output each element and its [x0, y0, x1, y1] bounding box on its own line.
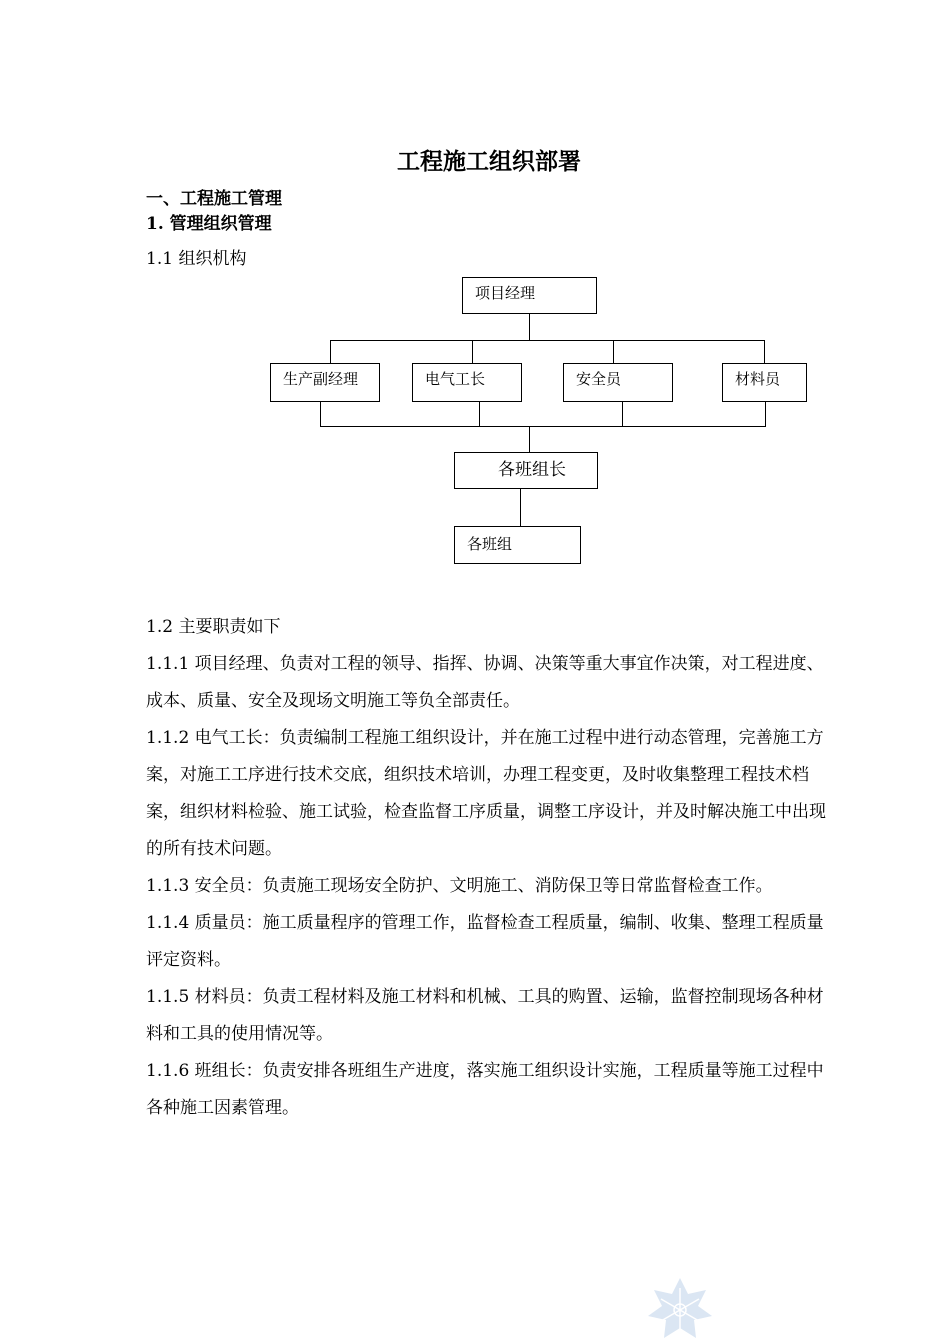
org-box-team-leaders: 各班组长: [454, 452, 598, 489]
duty-item: 1.1.3 安全员：负责施工现场安全防护、文明施工、消防保卫等日常监督检查工作。: [146, 876, 773, 896]
page-title: 工程施工组织部署: [397, 148, 581, 175]
connector-line: [479, 401, 480, 426]
section-heading: 一、工程施工管理: [146, 189, 282, 209]
org-box-materials-officer: 材料员: [722, 363, 807, 402]
org-box-electrical-foreman: 电气工长: [412, 363, 522, 402]
connector-line: [622, 401, 623, 426]
connector-line: [764, 340, 765, 363]
duty-item: 1.1.2 电气工长：负责编制工程施工组织设计，并在施工过程中进行动态管理，完善施工方案，对施工工序进行技术交底，组织技术培训，办理工程变更，及时收集整理工程技术档案，组织材料检验、施工试验，检查监督工序质量，调整工序设计，并及时解决施工中出现的所有技术问题。: [146, 728, 826, 859]
connector-line: [330, 340, 331, 363]
org-box-safety-officer: 安全员: [563, 363, 673, 402]
connector-line: [320, 401, 321, 426]
subsection-heading: 1. 管理组织管理: [146, 214, 272, 234]
snowflake-watermark-icon: [646, 1276, 714, 1344]
duty-item: 1.1.4 质量员：施工质量程序的管理工作，监督检查工程质量，编制、收集、整理工程质量评定资料。: [146, 913, 824, 970]
connector-line: [765, 401, 766, 426]
connector-line: [520, 488, 521, 526]
org-box-production-deputy: 生产副经理: [270, 363, 380, 402]
connector-line: [330, 340, 765, 341]
connector-line: [320, 426, 766, 427]
connector-line: [613, 340, 614, 363]
subsubsection-heading: 1.1 组织机构: [146, 249, 247, 269]
connector-line: [529, 426, 530, 452]
connector-line: [529, 314, 530, 340]
connector-line: [472, 340, 473, 363]
duty-item: 1.1.1 项目经理、负责对工程的领导、指挥、协调、决策等重大事宜作决策，对工程进度、成本、质量、安全及现场文明施工等负全部责任。: [146, 654, 824, 711]
org-box-project-manager: 项目经理: [462, 277, 597, 314]
org-box-teams: 各班组: [454, 526, 581, 564]
duty-item: 1.1.6 班组长：负责安排各班组生产进度，落实施工组织设计实施，工程质量等施工过程中各种施工因素管理。: [146, 1061, 824, 1118]
duties-heading: 1.2 主要职责如下: [146, 617, 281, 637]
duties-section: [146, 609, 836, 1127]
duty-item: 1.1.5 材料员：负责工程材料及施工材料和机械、工具的购置、运输，监督控制现场各种材料和工具的使用情况等。: [146, 987, 824, 1044]
org-chart: [0, 0, 950, 600]
